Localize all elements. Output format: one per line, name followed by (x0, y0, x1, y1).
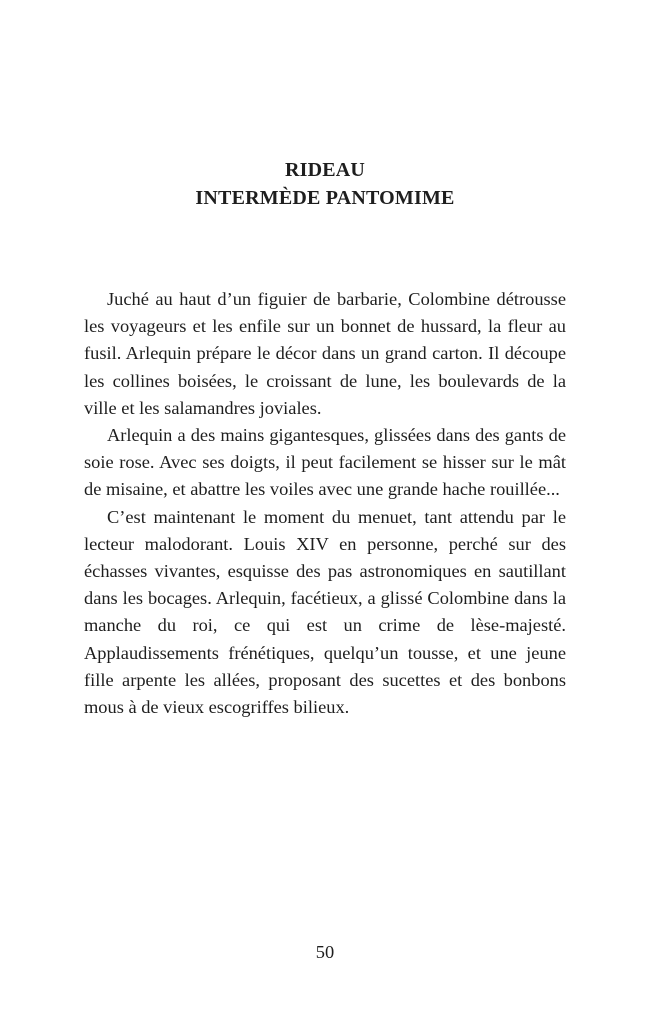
page-number: 50 (315, 942, 335, 962)
body-text (84, 286, 566, 721)
chapter-heading (0, 156, 650, 212)
heading-subtitle: INTERMÈDE PANTOMIME (195, 187, 455, 209)
heading-title: RIDEAU (284, 159, 366, 181)
paragraph: C’est maintenant le moment du menuet, tant attendu par le lecteur malodorant. Louis XIV en personne, perché sur des échasses vivantes, esquisse des pas astronomiques en sautillant dans les bocages. Arlequin, facétieux, a glissé Colombine dans la manche du roi, ce qui est un crime de lèse-majesté. Applaudissements frénétiques, quelqu’un tousse, et une jeune fille arpente les allées, proposant des sucettes et des bonbons mous à de vieux escogriffes bilieux. (84, 506, 566, 718)
paragraph: Arlequin a des mains gigantesques, glissées dans des gants de soie rose. Avec ses doigts, il peut facilement se hisser sur le mât de misaine, et abattre les voiles avec une grande hache rouillée... (84, 425, 566, 500)
paragraph: Juché au haut d’un figuier de barbarie, Colombine détrousse les voyageurs et les enfile sur un bonnet de hussard, la fleur au fusil. Arlequin prépare le décor dans un grand carton. Il découpe les collines boisées, le croissant de lune, les boulevards de la ville et les salamandres joviales. (84, 289, 566, 418)
